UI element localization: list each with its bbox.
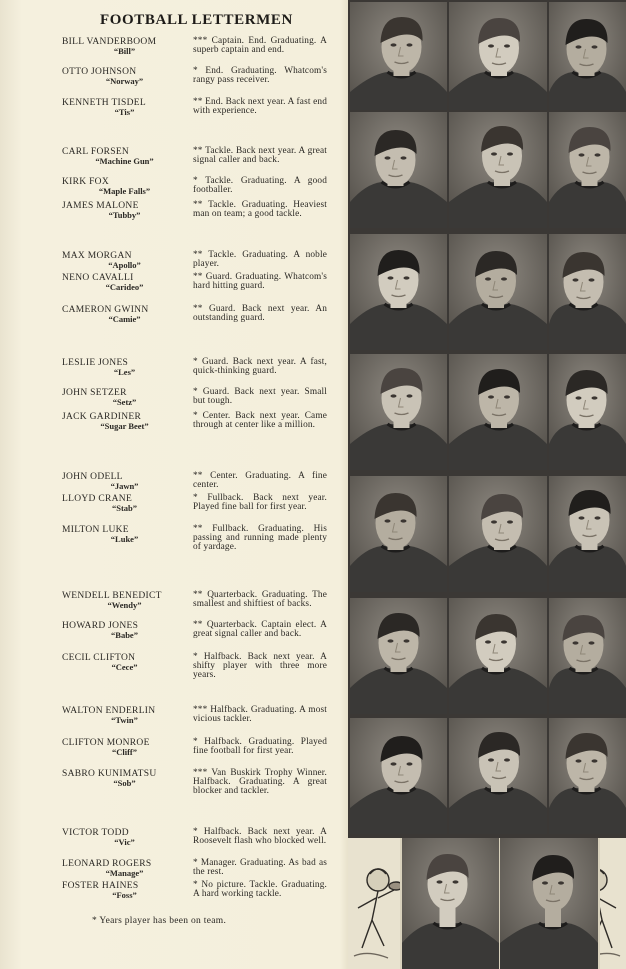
player-description: * Fullback. Back next year. Played fine ball for first year.: [193, 493, 327, 512]
player-nickname: “Manage”: [105, 868, 144, 878]
player-description: *** Captain. End. Graduating. A superb captain and end.: [193, 36, 327, 55]
player-photo: [549, 718, 626, 834]
player-name: JACK GARDINER: [62, 412, 142, 422]
player-name: CARL FORSEN: [62, 147, 130, 157]
player-name: SABRO KUNIMATSU: [62, 769, 157, 779]
player-photo: [549, 2, 626, 118]
player-name: JOHN SETZER: [62, 388, 127, 398]
player-photo: [350, 476, 447, 592]
player-name: HOWARD JONES: [62, 621, 139, 631]
player-nickname: “Sob”: [113, 778, 136, 788]
photo-row: [348, 352, 626, 474]
player-description: * No picture. Tackle. Graduating. A hard working tackle.: [193, 880, 327, 899]
player-photo: [350, 234, 447, 350]
player-nickname: “Stab”: [111, 503, 138, 513]
photo-row: [348, 474, 626, 596]
player-photo: [449, 598, 547, 714]
player-name: JOHN ODELL: [62, 472, 123, 482]
player-photo: [549, 234, 626, 350]
player-photo: [402, 838, 499, 969]
player-description: ** Tackle. Graduating. A noble player.: [193, 250, 327, 269]
player-nickname: “Norway”: [105, 76, 144, 86]
player-description: * Guard. Back next year. A fast, quick-thinking guard.: [193, 357, 327, 376]
player-nickname: “Cece”: [111, 662, 138, 672]
player-name: WENDELL BENEDICT: [62, 591, 162, 601]
player-photo: [350, 718, 447, 834]
player-description: * Guard. Back next year. Small but tough.: [193, 387, 327, 406]
player-photo: [350, 112, 447, 228]
player-photo: [549, 354, 626, 470]
player-nickname: “Bill”: [113, 46, 136, 56]
player-nickname: “Machine Gun”: [95, 156, 154, 166]
player-name: MAX MORGAN: [62, 251, 132, 261]
player-nickname: “Luke”: [110, 534, 139, 544]
player-nickname: “Foss”: [112, 890, 137, 900]
player-name: LEONARD ROGERS: [62, 859, 152, 869]
player-description: ** Quarterback. Captain elect. A great signal caller and back.: [193, 620, 327, 639]
player-nickname: “Wendy”: [107, 600, 142, 610]
photo-row: [348, 0, 626, 122]
player-description: * Center. Back next year. Came through at center like a million.: [193, 411, 327, 430]
player-photo: [449, 354, 547, 470]
page-title: FOOTBALL LETTERMEN: [100, 12, 293, 28]
photo-row: [348, 110, 626, 232]
player-photo: [549, 598, 626, 714]
player-name: CAMERON GWINN: [62, 305, 149, 315]
player-description: * Halfback. Back next year. A Roosevelt flash who blocked well.: [193, 827, 327, 846]
photo-row: [348, 716, 626, 838]
player-description: * End. Graduating. Whatcom's rangy pass receiver.: [193, 66, 327, 85]
player-photo: [449, 718, 547, 834]
player-nickname: “Vic”: [114, 837, 135, 847]
player-nickname: “Setz”: [112, 397, 137, 407]
player-name: MILTON LUKE: [62, 525, 129, 535]
player-name: VICTOR TODD: [62, 828, 129, 838]
player-description: ** Tackle. Graduating. Heaviest man on team; a good tackle.: [193, 200, 327, 219]
photo-row-last: [348, 838, 626, 969]
player-name: FOSTER HAINES: [62, 881, 139, 891]
player-description: ** Guard. Back next year. An outstanding guard.: [193, 304, 327, 323]
player-nickname: “Apollo”: [108, 260, 141, 270]
player-photo: [350, 598, 447, 714]
player-nickname: “Camie”: [108, 314, 141, 324]
player-name: CECIL CLIFTON: [62, 653, 136, 663]
player-nickname: “Cliff”: [111, 747, 138, 757]
player-nickname: “Maple Falls”: [98, 186, 151, 196]
player-description: * Halfback. Graduating. Played fine football for first year.: [193, 737, 327, 756]
player-nickname: “Les”: [113, 367, 136, 377]
player-photo: [449, 234, 547, 350]
player-nickname: “Jawn”: [110, 481, 139, 491]
player-photo-grid: [348, 0, 626, 969]
photo-row: [348, 232, 626, 354]
player-nickname: “Babe”: [111, 630, 138, 640]
player-name: KENNETH TISDEL: [62, 98, 146, 108]
player-description: *** Halfback. Graduating. A most vicious tackler.: [193, 705, 327, 724]
player-nickname: “Tubby”: [108, 210, 141, 220]
player-name: LESLIE JONES: [62, 358, 129, 368]
player-name: WALTON ENDERLIN: [62, 706, 156, 716]
player-photo: [350, 354, 447, 470]
footnote: * Years player has been on team.: [92, 916, 227, 926]
player-nickname: “Carideo”: [105, 282, 144, 292]
player-description: * Tackle. Graduating. A good footballer.: [193, 176, 327, 195]
player-description: *** Van Buskirk Trophy Winner. Halfback. Graduating. A great blocker and tackler.: [193, 768, 327, 796]
player-photo: [449, 476, 547, 592]
player-description: ** Fullback. Graduating. His passing and running made plenty of yardage.: [193, 524, 327, 552]
player-name: KIRK FOX: [62, 177, 110, 187]
player-name: JAMES MALONE: [62, 201, 139, 211]
player-description: * Manager. Graduating. As bad as the rest.: [193, 858, 327, 877]
player-photo: [549, 112, 626, 228]
player-name: NENO CAVALLI: [62, 273, 134, 283]
player-name: BILL VANDERBOOM: [62, 37, 157, 47]
player-description: * Halfback. Back next year. A shifty player with three more years.: [193, 652, 327, 680]
player-photo: [449, 2, 547, 118]
player-description: ** Center. Graduating. A fine center.: [193, 471, 327, 490]
player-description: ** End. Back next year. A fast end with experience.: [193, 97, 327, 116]
player-name: LLOYD CRANE: [62, 494, 133, 504]
player-nickname: “Twin”: [111, 715, 138, 725]
player-photo: [500, 838, 598, 969]
player-photo: [449, 112, 547, 228]
player-nickname: “Sugar Beet”: [100, 421, 149, 431]
player-description: ** Tackle. Back next year. A great signal caller and back.: [193, 146, 327, 165]
player-nickname: “Tis”: [114, 107, 135, 117]
player-description: ** Quarterback. Graduating. The smallest and shiftiest of backs.: [193, 590, 327, 609]
player-name: CLIFTON MONROE: [62, 738, 150, 748]
player-photo: [350, 2, 447, 118]
player-name: OTTO JOHNSON: [62, 67, 137, 77]
football-cartoon-illustration: [348, 838, 400, 969]
player-description: ** Guard. Graduating. Whatcom's hard hitting guard.: [193, 272, 327, 291]
photo-row: [348, 596, 626, 718]
football-cartoon-illustration: [600, 838, 626, 969]
player-photo: [549, 476, 626, 592]
